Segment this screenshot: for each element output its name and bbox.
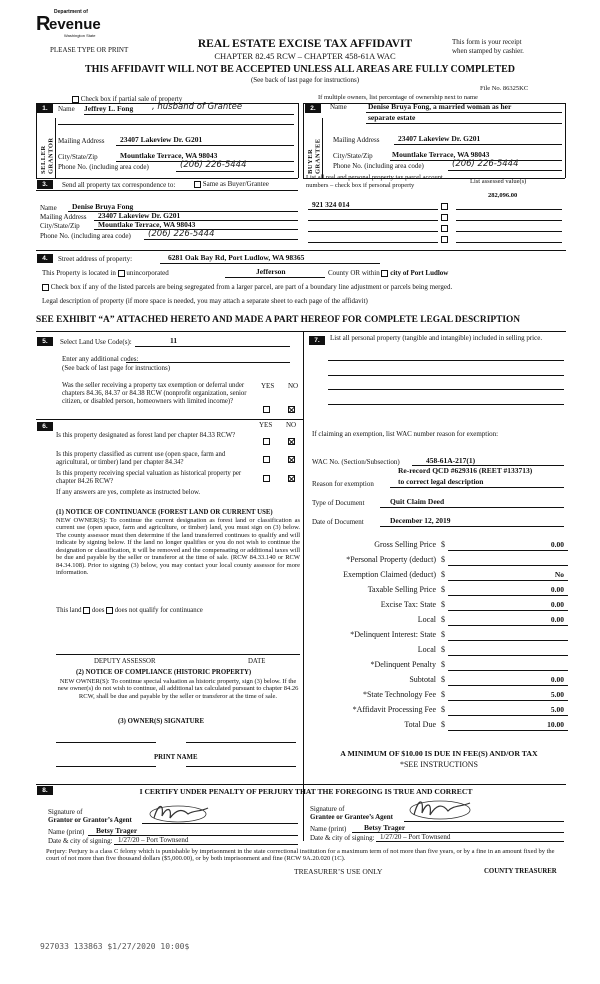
reason-label: Reason for exemption: [312, 480, 374, 488]
parcels-header-1: List all real and personal property tax parcel account: [306, 174, 443, 181]
s6-q3-no[interactable]: [288, 474, 295, 482]
section-8-number: 8.: [37, 786, 53, 795]
buyer-name-1: Denise Bruya Fong, a married woman as her: [368, 102, 512, 111]
fee-dollar: $: [441, 675, 445, 684]
same-as-grantee-label: Same as Buyer/Grantee: [202, 180, 269, 188]
s6-yes-header: YES: [259, 421, 273, 429]
s6-q3: Is this property receiving special valuation as historical property per chapter 84.26 RCW?: [56, 470, 242, 485]
fee-dollar: $: [441, 705, 445, 714]
corr-name-label: Name: [40, 204, 57, 212]
section-3-number: 3.: [37, 180, 53, 189]
s6-q2-yes[interactable]: [263, 455, 270, 463]
parcels-header-2: numbers – check box if personal property: [306, 182, 415, 189]
see-instructions: *SEE INSTRUCTIONS: [399, 760, 478, 769]
buyer-phone-label: Phone No. (including area code): [333, 162, 424, 170]
s5-q1-no[interactable]: [288, 405, 295, 413]
minimum-due: A MINIMUM OF $10.00 IS DUE IN FEE(S) AND/OR TAX: [340, 749, 538, 758]
s5-q1: Was the seller receiving a property tax exemption or deferral under chapters 84.36, 84.37 or 84.38 RCW (nonprofit organization, senior citizen, or disabled person, homeowners with limited income)?: [62, 382, 247, 405]
warning: THIS AFFIDAVIT WILL NOT BE ACCEPTED UNLESS ALL AREAS ARE FULLY COMPLETED: [84, 64, 516, 75]
county-or-label: County OR within: [328, 269, 380, 277]
does-not-label: does not qualify for continuance: [114, 607, 203, 615]
section-1-number: 1.: [37, 104, 53, 113]
buyer-city-label: City/State/Zip: [333, 152, 373, 160]
city-checkbox[interactable]: [381, 270, 388, 277]
s5-no-header: NO: [288, 382, 299, 390]
wac-number: 458-61A-217(1): [426, 456, 476, 465]
fee-dollar: $: [441, 570, 445, 579]
city-of-label: city of Port Ludlow: [390, 269, 449, 277]
s6-q2-no[interactable]: [288, 455, 295, 463]
section-7-number: 7.: [309, 336, 325, 345]
fee-dollar: $: [441, 540, 445, 549]
partial-sale-label: Check box if partial sale of property: [80, 95, 183, 103]
corr-mailing-label: Mailing Address: [40, 213, 87, 221]
segregated-checkbox[interactable]: [42, 284, 49, 291]
buyer-name-2: separate estate: [368, 113, 416, 122]
parcel-pp-checkbox-4[interactable]: [441, 235, 448, 243]
located-in: [42, 269, 169, 277]
grantee-sig-label-2: Grantee or Grantee’s Agent: [310, 813, 394, 821]
certify-statement: I CERTIFY UNDER PENALTY OF PERJURY THAT THE FOREGOING IS TRUE AND CORRECT: [139, 787, 473, 796]
fee-label: Excise Tax: State: [380, 600, 436, 609]
buyer-name-label: Name: [330, 103, 347, 111]
s6-q3-yes[interactable]: [263, 474, 270, 482]
corr-phone: (206) 226-5444: [148, 229, 215, 239]
corr-city-label: City/State/Zip: [40, 222, 80, 230]
fee-label: *Affidavit Processing Fee: [352, 705, 436, 714]
land-qualify: [56, 607, 203, 615]
fee-value: No: [554, 570, 564, 579]
land-use-code: 11: [170, 336, 178, 345]
reason-line-1: Re-record QCD #629316 (REET #133713): [398, 466, 533, 475]
section-2-number: 2.: [305, 104, 321, 113]
grantee-sig-label-1: Signature of: [310, 805, 345, 813]
exemption-label: If claiming an exemption, list WAC number reason for exemption:: [312, 430, 499, 438]
receipt-stamp: 927033 133863 $1/27/2020 10:00$: [40, 942, 190, 951]
seller-mailing-label: Mailing Address: [58, 137, 105, 145]
s6-q1-no[interactable]: [288, 437, 295, 445]
logo-line1: Department of: [54, 9, 88, 15]
fee-label: Total Due: [404, 720, 436, 729]
grantor-date-city-label: Date & city of signing:: [48, 837, 113, 845]
logo-line3: Washington State: [64, 33, 96, 38]
grantee-name-print-label: Name (print): [310, 825, 347, 833]
grantor-signature: [148, 800, 218, 824]
legal-desc-label: Legal description of property (if more space is needed, you may attach a separate sheet to each page of the affidavit): [42, 297, 368, 305]
s6-no-header: NO: [286, 421, 297, 429]
multiple-owners: If multiple owners, list percentage of ownership next to name: [318, 94, 478, 101]
correspondence-label: Send all property tax correspondence to:: [62, 181, 176, 189]
grantor-date-city: 1/27/20 – Port Townsend: [118, 836, 189, 844]
additional-codes-label: Enter any additional codes:: [62, 355, 139, 363]
deputy-assessor-label: DEPUTY ASSESSOR: [94, 658, 156, 665]
street-label: Street address of property:: [58, 255, 133, 263]
doc-date-label: Date of Document: [312, 518, 364, 526]
buyer-city: Mountlake Terrace, WA 98043: [392, 150, 490, 159]
fee-value: 5.00: [550, 705, 564, 714]
does-not-checkbox[interactable]: [106, 607, 113, 614]
fee-label: Local: [417, 615, 436, 624]
see-back: (See back of last page for instructions): [250, 76, 360, 84]
exhibit-a: SEE EXHIBIT “A” ATTACHED HERETO AND MADE A PART HEREOF FOR COMPLETE LEGAL DESCRIPTION: [36, 315, 521, 325]
perjury-text: Perjury: Perjury is a class C felony which is punishable by imprisonment in the state correctional institution for a maximum term of not more than five years, or by a fine in an amount fixed by the court of not more than five thousand dollars ($5,000.00), or by both imprisonment and fine (RCW 9A.20.020 (1C).: [46, 848, 555, 863]
corr-mailing: 23407 Lakeview Dr. G201: [98, 211, 181, 220]
parcel-number: 921 324 014: [312, 200, 350, 209]
receipt-note-1: This form is your receipt: [452, 38, 522, 46]
fee-label: *Personal Property (deduct): [346, 555, 436, 564]
fee-label: Subtotal: [409, 675, 436, 684]
section-6-number: 6.: [37, 422, 53, 431]
section5-see-back: (See back of last page for instructions): [62, 364, 171, 372]
fee-value: 0.00: [550, 675, 564, 684]
seller-phone: (206) 226-5444: [180, 160, 247, 170]
fee-value: 10.00: [547, 720, 564, 729]
grantor-sig-label-2: Grantor or Grantor’s Agent: [48, 816, 132, 824]
fee-value: 5.00: [550, 690, 564, 699]
grantee-date-city-label: Date & city of signing:: [310, 834, 375, 842]
same-as-grantee[interactable]: [194, 180, 269, 188]
logo-r-icon: R: [36, 13, 51, 35]
fee-label: Exemption Claimed (deduct): [343, 570, 436, 579]
fee-dollar: $: [441, 585, 445, 594]
print-name-label: PRINT NAME: [154, 754, 198, 761]
logo-word: evenue: [49, 16, 101, 33]
doc-type-label: Type of Document: [312, 499, 365, 507]
fee-dollar: $: [441, 555, 445, 564]
please-type: PLEASE TYPE OR PRINT: [50, 46, 129, 54]
s5-q1-yes[interactable]: [263, 405, 270, 413]
land-use-label: Select Land Use Code(s):: [60, 338, 132, 346]
seller-name: Jeffrey L. Fong: [84, 104, 134, 113]
land-qualify-label: This land: [56, 607, 82, 615]
treasurer-use-only: TREASURER’S USE ONLY: [294, 867, 383, 876]
fee-label: Gross Selling Price: [374, 540, 436, 549]
file-no: File No. 86325KC: [480, 85, 529, 92]
s6-q1: Is this property designated as forest land per chapter 84.33 RCW?: [56, 432, 236, 439]
buyer-mailing-label: Mailing Address: [333, 136, 380, 144]
corr-city: Mountlake Terrace, WA 98043: [98, 220, 196, 229]
fee-dollar: $: [441, 690, 445, 699]
county-name: Jefferson: [256, 267, 286, 276]
seller-city-label: City/State/Zip: [58, 153, 98, 161]
fee-value: 0.00: [550, 540, 564, 549]
grantee-date-city: 1/27/20 – Port Townsend: [380, 833, 451, 841]
grantor-name-print-label: Name (print): [48, 828, 85, 836]
form-chapter: CHAPTER 82.45 RCW – CHAPTER 458-61A WAC: [214, 51, 396, 61]
parcel-pp-checkbox-2[interactable]: [441, 213, 448, 221]
fee-value: 0.00: [550, 585, 564, 594]
s5-yes-header: YES: [261, 382, 275, 390]
wac-label: WAC No. (Section/Subsection): [312, 458, 400, 466]
segregated-label: Check box if any of the listed parcels are being segregated from a larger parcel, are part of a boundary line adjustment or parcels being merged.: [50, 283, 453, 291]
county-treasurer: COUNTY TREASURER: [484, 868, 557, 875]
grantor-sig-label-1: Signature of: [48, 808, 83, 816]
dor-logo: [36, 10, 106, 44]
fee-label: Local: [417, 645, 436, 654]
fee-dollar: $: [441, 660, 445, 669]
perjury-notice: [46, 848, 566, 863]
seller-mailing: 23407 Lakeview Dr. G201: [120, 135, 203, 144]
assessed-label: List assessed value(s): [470, 178, 527, 185]
fee-dollar: $: [441, 720, 445, 729]
segregated-check[interactable]: [42, 283, 452, 291]
s6-if-yes: If any answers are yes, complete as instructed below.: [56, 489, 201, 496]
form-title: REAL ESTATE EXCISE TAX AFFIDAVIT: [197, 38, 413, 50]
street-address: 6281 Oak Bay Rd, Port Ludlow, WA 98365: [168, 253, 305, 262]
fee-dollar: $: [441, 600, 445, 609]
fee-value: 0.00: [550, 615, 564, 624]
seller-name-handwritten: , husband of Grantee: [152, 102, 243, 112]
corr-phone-label: Phone No. (including area code): [40, 232, 131, 240]
fee-dollar: $: [441, 630, 445, 639]
located-in-label: This Property is located in: [42, 269, 116, 277]
deputy-date-label: DATE: [248, 658, 266, 665]
fee-label: *Delinquent Interest: State: [350, 630, 436, 639]
notice1-body: NEW OWNER(S): To continue the current designation as forest land or classification as current use (open space, farm and agriculture, or timber) land, you must sign on (3) below. The county assessor must then determine if the land transferred continues to qualify and will indicate by signing below. If the land no longer qualifies or you do not wish to continue the designation or classification, it will be removed and the compensating or additional taxes will be due and payable by the seller or transferor at the time of sale. (RCW 84.33.140 or RCW 84.34.108). Prior to signing (3) below, you may contact your local county assessor for more information.: [56, 517, 300, 577]
parcel-pp-checkbox-3[interactable]: [441, 224, 448, 232]
fee-dollar: $: [441, 645, 445, 654]
parcel-pp-checkbox-1[interactable]: [441, 202, 448, 210]
doc-type: Quit Claim Deed: [390, 497, 445, 506]
seller-name-label: Name: [58, 105, 75, 113]
s6-q1-yes[interactable]: [263, 437, 270, 445]
seller-city: Mountlake Terrace, WA 98043: [120, 151, 218, 160]
buyer-mailing: 23407 Lakeview Dr. G201: [398, 134, 481, 143]
unincorporated-label: unincorporated: [126, 269, 169, 277]
grantor-printed-name: Betsy Trager: [96, 826, 138, 835]
section-4-number: 4.: [37, 254, 53, 263]
notice2-body: NEW OWNER(S): To continue special valuation as historic property, sign (3) below. If the new owner(s) do not wish to continue, all additional tax calculated pursuant to chapter 84.26 RCW, shall be due and payable by the seller or transferor at the time of sale.: [57, 678, 299, 700]
receipt-note-2: when stamped by cashier.: [452, 47, 524, 55]
partial-sale-checkbox[interactable]: [72, 96, 79, 103]
notice1-title: (1) NOTICE OF CONTINUANCE (FOREST LAND OR CURRENT USE): [56, 509, 273, 516]
doc-date: December 12, 2019: [390, 516, 451, 525]
does-checkbox[interactable]: [83, 607, 90, 614]
s7-label: List all personal property (tangible and intangible) included in selling price.: [330, 334, 543, 342]
seller-phone-label: Phone No. (including area code): [58, 163, 149, 171]
unincorporated-checkbox[interactable]: [118, 270, 125, 277]
same-as-grantee-checkbox[interactable]: [194, 181, 201, 188]
fee-label: *State Technology Fee: [362, 690, 436, 699]
buyer-side-label: BUYER GRANTEE: [307, 138, 322, 174]
fee-dollar: $: [441, 615, 445, 624]
reason-line-2: to correct legal description: [398, 477, 484, 486]
does-label: does: [91, 607, 105, 615]
within-city: [328, 269, 448, 277]
corr-name: Denise Bruya Fong: [72, 202, 134, 211]
notice2-title: (2) NOTICE OF COMPLIANCE (HISTORIC PROPERTY): [76, 669, 252, 676]
buyer-phone: (206) 226-5444: [452, 159, 519, 169]
s6-q2: Is this property classified as current use (open space, farm and agricultural, or timber) land per chapter 84.34?: [56, 451, 226, 466]
fee-label: *Delinquent Penalty: [370, 660, 436, 669]
grantee-printed-name: Betsy Trager: [364, 823, 406, 832]
assessed-value: 282,096.00: [488, 192, 518, 199]
section-5-number: 5.: [37, 337, 53, 346]
fee-label: Taxable Selling Price: [367, 585, 436, 594]
owner-signature-label: (3) OWNER(S) SIGNATURE: [118, 718, 204, 725]
fee-value: 0.00: [550, 600, 564, 609]
grantee-signature: [408, 795, 478, 821]
seller-side-label: SELLER GRANTOR: [40, 137, 55, 174]
